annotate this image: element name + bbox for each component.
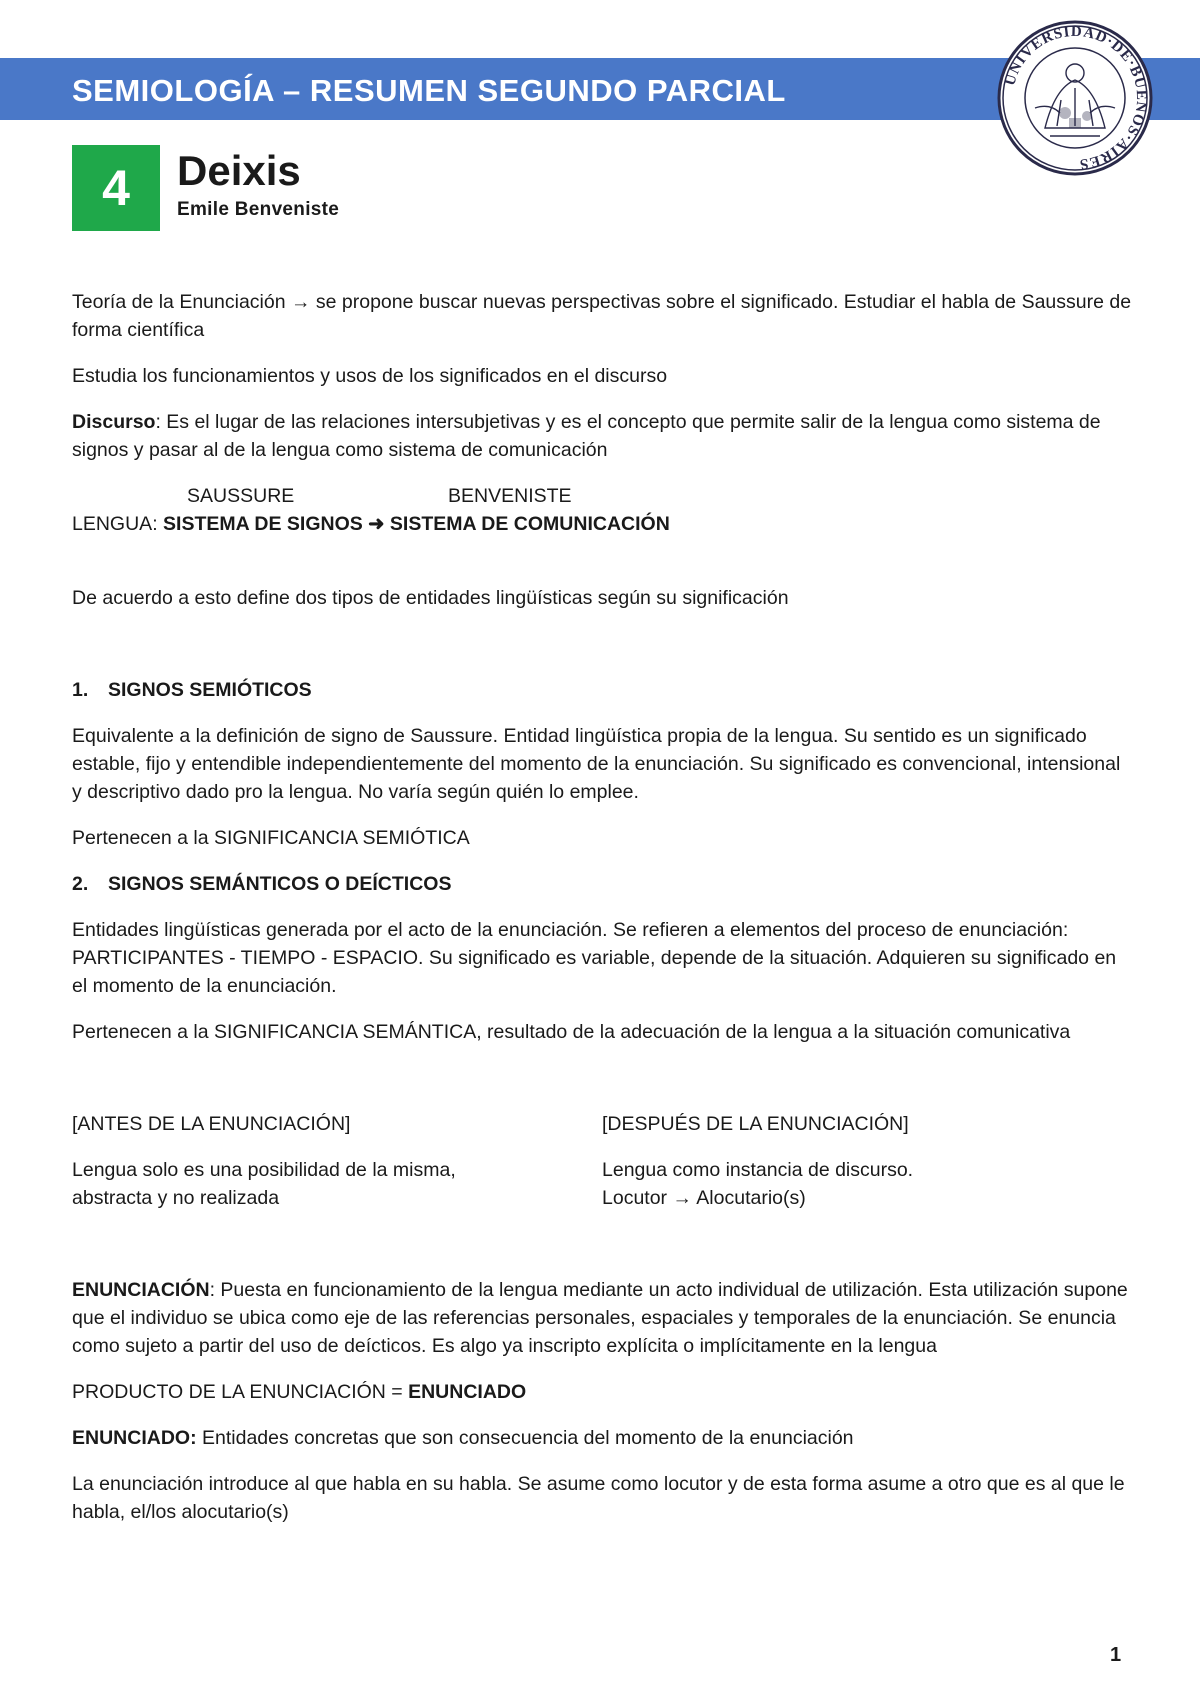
before-column xyxy=(72,1110,602,1230)
paragraph-funcionamientos: Estudia los funcionamientos y usos de los significados en el discurso xyxy=(72,365,668,387)
producto-enunciado: ENUNCIADO xyxy=(408,1381,527,1403)
before-after-columns xyxy=(72,1110,1132,1230)
benveniste-header: BENVENISTE xyxy=(448,485,572,507)
enunciacion-label: ENUNCIACIÓN xyxy=(72,1279,210,1301)
lengua-label: LENGUA: xyxy=(72,513,158,535)
paragraph-producto xyxy=(72,1378,1132,1406)
paragraph-discurso xyxy=(72,408,1132,464)
chapter-number-badge: 4 xyxy=(72,145,160,231)
paragraph-semanticos: Entidades lingüísticas generada por el acto de la enunciación. Se refieren a elementos del proceso de enunciación: PARTICIPANTES - TIEMPO - ESPACIO. Su significado es variable, depende de la situación. Adquieren su significado en el momento de la enunciación. xyxy=(72,919,1117,997)
section-title: SIGNOS SEMIÓTICOS xyxy=(108,679,312,701)
before-line-2: abstracta y no realizada xyxy=(72,1187,280,1209)
section-number: 2. xyxy=(72,873,89,895)
comparison-row xyxy=(72,510,1132,538)
discurso-definition: : Es el lugar de las relaciones intersubjetivas y es el concepto que permite salir de la lengua como sistema de signos y pasar al de la lengua como sistema de comunicación xyxy=(72,411,1101,461)
section-heading-semioticos xyxy=(72,676,1132,704)
document-title: SEMIOLOGÍA – RESUMEN SEGUNDO PARCIAL xyxy=(72,73,786,108)
after-column xyxy=(602,1110,1132,1230)
producto-text: PRODUCTO DE LA ENUNCIACIÓN = xyxy=(72,1381,409,1403)
comparison-headers xyxy=(72,482,1132,510)
paragraph-teoria: Teoría de la Enunciación → se propone buscar nuevas perspectivas sobre el significado. Estudiar el habla de Saussure de forma científica xyxy=(72,291,1132,341)
paragraph-significancia-semantica: Pertenecen a la SIGNIFICANCIA SEMÁNTICA, resultado de la adecuación de la lengua a la situación comunicativa xyxy=(72,1021,1071,1043)
paragraph-final: La enunciación introduce al que habla en su habla. Se asume como locutor y de esta forma asume a otro que es al que le habla, el/los alocutario(s) xyxy=(72,1473,1125,1523)
lengua-comparison: SISTEMA DE SIGNOS ➜ SISTEMA DE COMUNICACIÓN xyxy=(163,513,670,535)
after-text xyxy=(602,1156,1132,1212)
after-line-2: Locutor → Alocutario(s) xyxy=(602,1187,806,1209)
paragraph-enunciacion xyxy=(72,1276,1132,1360)
document-body xyxy=(72,288,1132,1544)
section-title: SIGNOS SEMÁNTICOS O DEÍCTICOS xyxy=(108,873,452,895)
section-number: 1. xyxy=(72,679,89,701)
after-header: [DESPUÉS DE LA ENUNCIACIÓN] xyxy=(602,1113,909,1135)
chapter-author: Emile Benveniste xyxy=(177,199,340,220)
paragraph-significancia-semiotica: Pertenecen a la SIGNIFICANCIA SEMIÓTICA xyxy=(72,827,470,849)
discurso-label: Discurso xyxy=(72,411,156,433)
chapter-title: Deixis xyxy=(177,147,301,194)
after-line-1: Lengua como instancia de discurso. xyxy=(602,1159,914,1181)
paragraph-enunciado xyxy=(72,1424,1132,1452)
before-line-1: Lengua solo es una posibilidad de la misma, xyxy=(72,1159,456,1181)
university-seal-icon xyxy=(995,18,1155,178)
seal-text: UNIVERSIDAD·DE·BUENOS·AIRES xyxy=(1002,23,1150,172)
before-header: [ANTES DE LA ENUNCIACIÓN] xyxy=(72,1113,351,1135)
enunciacion-definition: : Puesta en funcionamiento de la lengua mediante un acto individual de utilización. Esta utilización supone que el individuo se ubica como eje de las referencias personales, espaciales y temporales de la enunciación. Se enuncia como sujeto a partir del uso de deícticos. Es algo ya inscripto explícita o implícitamente en la lengua xyxy=(72,1279,1128,1357)
paragraph-semioticos: Equivalente a la definición de signo de Saussure. Entidad lingüística propia de la lengua. Su sentido es un significado estable, fijo y entendible independientemente del momento de la enunciación. Su significado es convencional, intensional y descriptivo dado pro la lengua. No varía según quién lo emplee. xyxy=(72,725,1121,803)
page-number: 1 xyxy=(1110,1644,1122,1666)
saussure-header: SAUSSURE xyxy=(187,485,295,507)
before-text xyxy=(72,1156,602,1212)
enunciado-label: ENUNCIADO: xyxy=(72,1427,197,1449)
paragraph-tipos: De acuerdo a esto define dos tipos de entidades lingüísticas según su significación xyxy=(72,587,789,609)
enunciado-definition: Entidades concretas que son consecuencia del momento de la enunciación xyxy=(196,1427,854,1449)
section-heading-semanticos xyxy=(72,870,1132,898)
